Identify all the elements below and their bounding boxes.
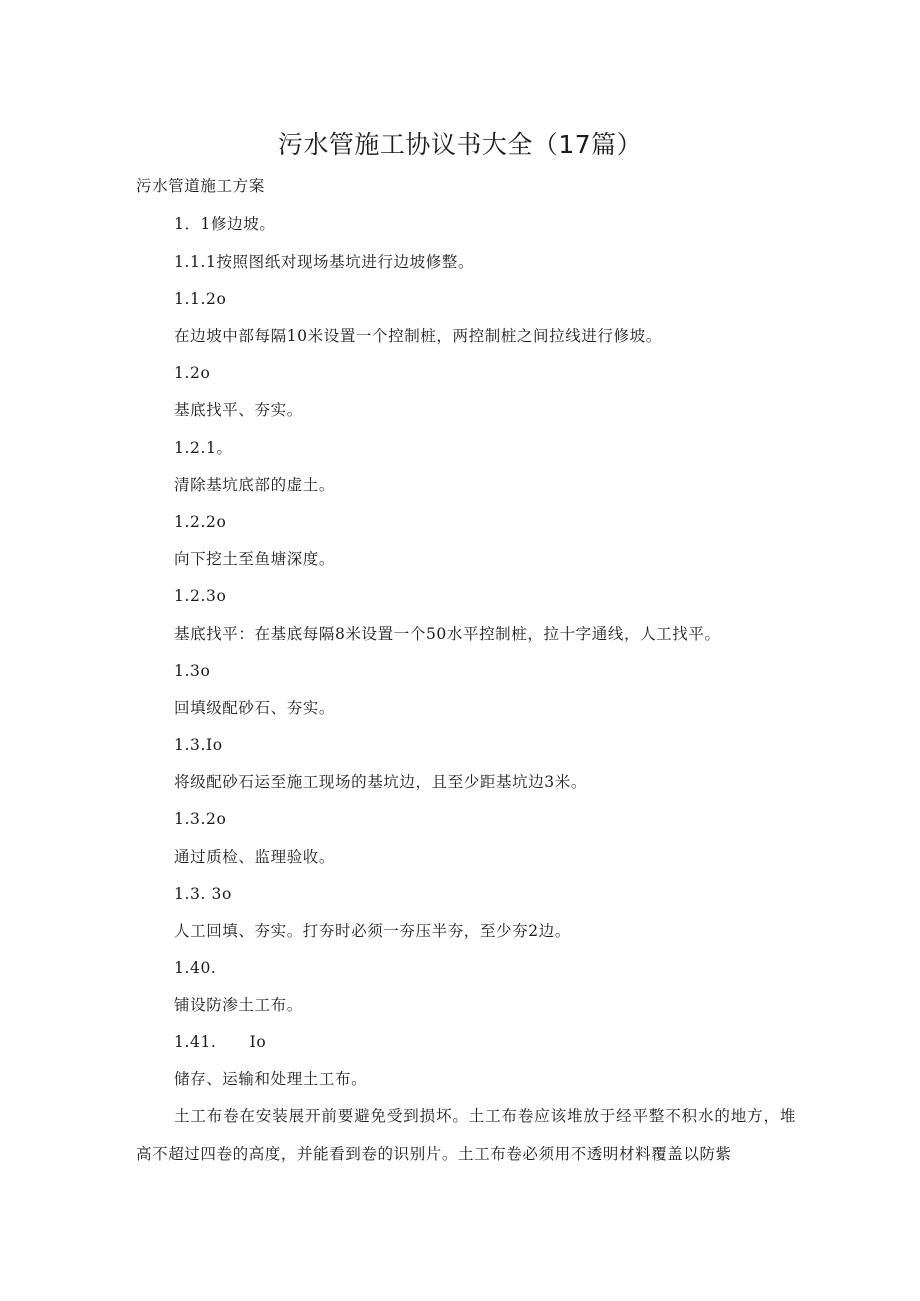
- text-line: 1.2.1。: [174, 439, 233, 457]
- text-line: 1.3.Io: [174, 736, 223, 754]
- text-line: 1.2.3o: [174, 587, 227, 605]
- section-heading: 污水管道施工方案: [136, 177, 265, 195]
- text-line: 清除基坑底部的虚土。: [174, 476, 336, 494]
- text-line: 1.40.: [174, 959, 217, 977]
- document-title: 污水管施工协议书大全（17篇）: [277, 130, 643, 159]
- text-line: 1.1.1按照图纸对现场基坑进行边坡修整。: [174, 253, 475, 271]
- text-line: 基底找平：在基底每隔8米设置一个50水平控制桩，拉十字通线，人工找平。: [174, 625, 721, 643]
- text-line: 向下挖土至鱼塘深度。: [174, 550, 336, 568]
- text-line: 基底找平、夯实。: [174, 401, 303, 419]
- text-line: 回填级配砂石、夯实。: [174, 699, 336, 717]
- text-line: 1.2o: [174, 364, 211, 382]
- text-line: 1.3. 3o: [174, 885, 232, 903]
- text-line: 将级配砂石运至施工现场的基坑边，且至少距基坑边3米。: [174, 773, 587, 791]
- text-line: 在边坡中部每隔10米设置一个控制桩，两控制桩之间拉线进行修坡。: [174, 327, 662, 345]
- text-line: 1．1修边坡。: [174, 215, 276, 233]
- text-line: 人工回填、夯实。打夯时必须一夯压半夯，至少夯2边。: [174, 922, 571, 940]
- text-line: 1.1.2o: [174, 290, 227, 308]
- text-line: 储存、运输和处理土工布。: [174, 1070, 368, 1088]
- text-line: 1.3.2o: [174, 810, 227, 828]
- text-line: 1.2.2o: [174, 513, 227, 531]
- text-line: 铺设防渗土工布。: [174, 996, 303, 1014]
- text-line: 1.41. Io: [174, 1033, 267, 1051]
- text-line: 通过质检、监理验收。: [174, 848, 336, 866]
- text-line: 1.3o: [174, 662, 211, 680]
- body-paragraph: 土工布卷在安装展开前要避免受到损坏。土工布卷应该堆放于经平整不积水的地方，堆高不超过四卷的高度，并能看到卷的识别片。土工布卷必须用不透明材料覆盖以防紫: [136, 1107, 796, 1163]
